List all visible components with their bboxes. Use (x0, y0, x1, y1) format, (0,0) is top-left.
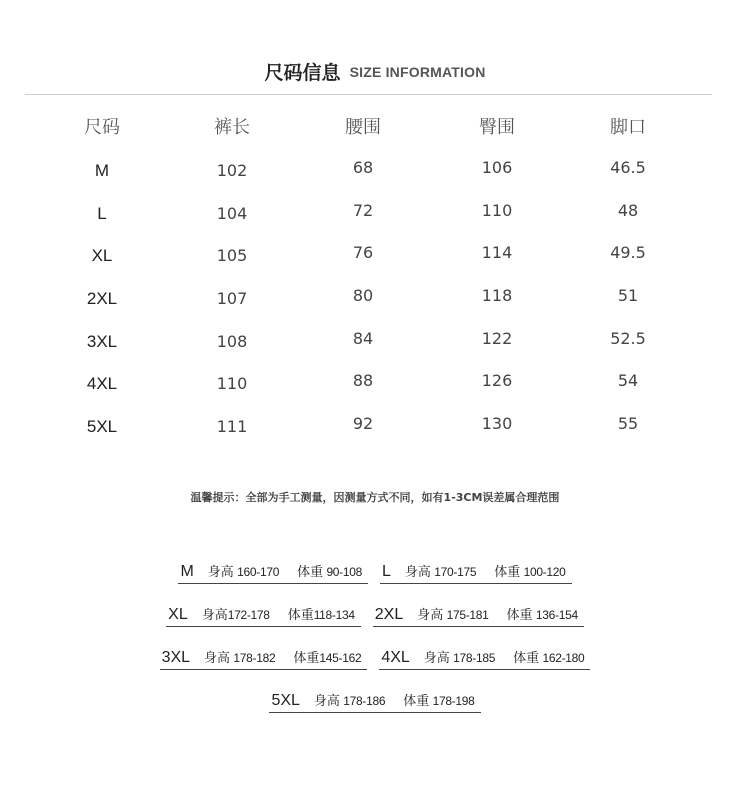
reco-size: 2XL (374, 606, 404, 623)
cell-size: L (97, 204, 107, 223)
size-recommendation (373, 604, 584, 627)
recommendation-row (0, 690, 750, 713)
cell-waist: 80 (352, 286, 374, 305)
reco-weight: 90-108 (326, 565, 363, 579)
reco-weight: 100-120 (523, 565, 566, 579)
header-size: 尺码 (84, 117, 120, 138)
cell-hip: 122 (481, 329, 513, 348)
reco-height: 178-185 (453, 651, 496, 665)
reco-height: 178-182 (233, 651, 276, 665)
reco-size: 3XL (161, 649, 191, 666)
title-divider (25, 94, 712, 95)
weight-label: 体重 (293, 651, 320, 666)
cell-pants-length: 107 (216, 289, 248, 308)
weight-label: 体重 (297, 565, 324, 580)
cell-waist: 88 (352, 371, 374, 390)
cell-pants-length: 110 (216, 374, 248, 393)
cell-size: M (94, 161, 110, 180)
weight-label: 体重 (513, 651, 540, 666)
reco-size: XL (168, 606, 188, 623)
size-recommendation (380, 561, 572, 584)
cell-hip: 126 (481, 371, 513, 390)
reco-weight: 136-154 (535, 608, 578, 622)
cell-waist: 92 (352, 414, 374, 433)
cell-leg-opening: 46.5 (610, 158, 646, 177)
reco-height: 175-181 (446, 608, 489, 622)
height-label: 身高 (404, 565, 431, 580)
reco-size: 5XL (271, 692, 300, 709)
weight-label: 体重 (287, 608, 314, 623)
height-label: 身高 (423, 651, 450, 666)
size-recommendation (160, 647, 368, 670)
header-waist: 腰围 (345, 117, 381, 138)
cell-hip: 118 (481, 286, 513, 305)
reco-weight: 118-134 (313, 608, 355, 622)
cell-hip: 110 (481, 201, 513, 220)
recommendation-row (0, 561, 750, 584)
cell-hip: 114 (481, 243, 513, 262)
size-recommendation (269, 690, 480, 713)
reco-height: 170-175 (434, 565, 477, 579)
cell-leg-opening: 48 (617, 201, 639, 220)
cell-size: 4XL (86, 374, 118, 393)
cell-waist: 68 (352, 158, 374, 177)
title-english: SIZE INFORMATION (349, 63, 486, 80)
cell-waist: 72 (352, 201, 374, 220)
height-label: 身高 (201, 608, 228, 623)
reco-size: M (180, 563, 194, 580)
recommendation-row (0, 604, 750, 627)
cell-pants-length: 105 (216, 246, 248, 265)
cell-waist: 76 (352, 243, 374, 262)
header-hip: 臀围 (479, 117, 515, 138)
reco-weight: 178-198 (432, 694, 475, 708)
reco-size: 4XL (381, 649, 410, 666)
weight-label: 体重 (506, 608, 533, 623)
height-label: 身高 (417, 608, 444, 623)
cell-leg-opening: 51 (617, 286, 639, 305)
cell-size: 5XL (86, 417, 118, 436)
size-recommendation (379, 647, 590, 670)
cell-size: XL (91, 246, 113, 265)
cell-pants-length: 111 (216, 417, 248, 436)
cell-waist: 84 (352, 329, 374, 348)
reco-height: 178-186 (343, 694, 386, 708)
reco-height: 172-178 (227, 608, 270, 622)
cell-pants-length: 108 (216, 332, 248, 351)
height-label: 身高 (313, 694, 340, 709)
reco-weight: 162-180 (542, 651, 585, 665)
size-recommendation (166, 604, 361, 627)
page-title (0, 58, 750, 85)
cell-pants-length: 104 (216, 204, 248, 223)
cell-size: 2XL (86, 289, 118, 308)
measurement-note: 温馨提示：全部为手工测量，因测量方式不同，如有1-3CM误差属合理范围 (190, 491, 560, 504)
header-leg-opening: 脚口 (610, 117, 646, 138)
cell-leg-opening: 55 (617, 414, 639, 433)
cell-hip: 106 (481, 158, 513, 177)
reco-weight: 145-162 (319, 651, 362, 665)
cell-leg-opening: 52.5 (610, 329, 646, 348)
height-label: 身高 (204, 651, 231, 666)
header-pants-length: 裤长 (214, 117, 250, 138)
title-chinese: 尺码信息 (264, 62, 341, 84)
size-recommendation (178, 561, 368, 584)
cell-leg-opening: 49.5 (610, 243, 646, 262)
cell-size: 3XL (86, 332, 118, 351)
cell-hip: 130 (481, 414, 513, 433)
height-label: 身高 (207, 565, 234, 580)
weight-label: 体重 (494, 565, 521, 580)
cell-pants-length: 102 (216, 161, 248, 180)
weight-label: 体重 (403, 694, 430, 709)
reco-height: 160-170 (237, 565, 280, 579)
reco-size: L (382, 563, 391, 580)
recommendation-row (0, 647, 750, 670)
cell-leg-opening: 54 (617, 371, 639, 390)
